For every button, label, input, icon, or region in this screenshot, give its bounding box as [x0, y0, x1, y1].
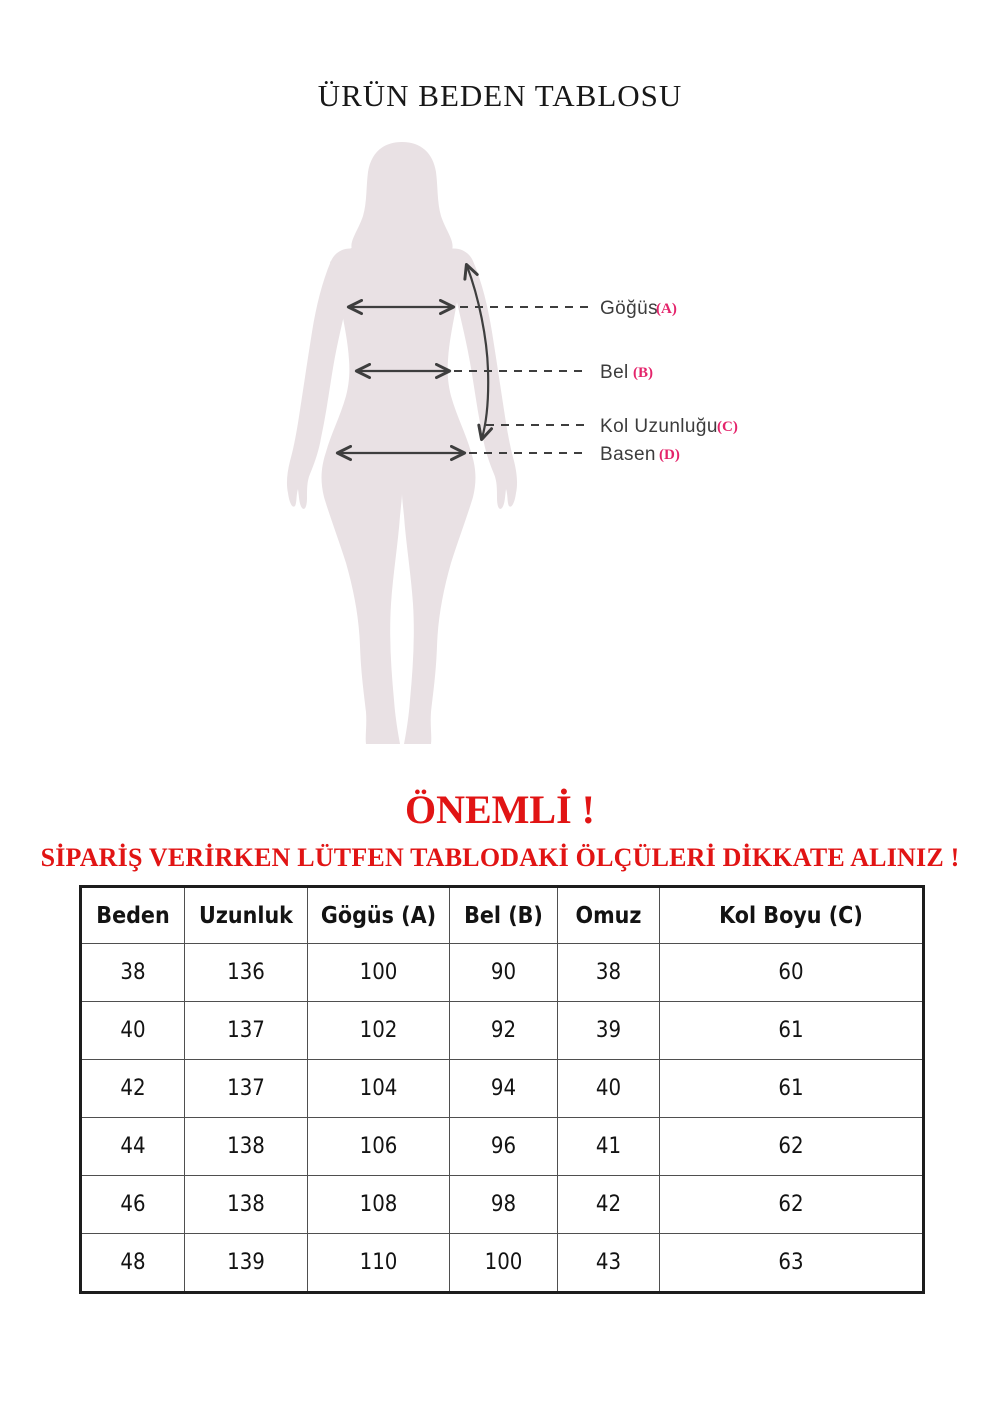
table-row	[81, 1002, 924, 1060]
table-cell: 46	[81, 1176, 185, 1234]
table-cell: 40	[81, 1002, 185, 1060]
table-cell: 94	[450, 1060, 558, 1118]
warning-heading: ÖNEMLİ !	[405, 787, 595, 832]
table-cell: 100	[450, 1234, 558, 1293]
arm-length-label-letter: (C)	[717, 419, 738, 435]
table-cell: 138	[185, 1176, 308, 1234]
table-cell: 106	[308, 1118, 450, 1176]
table-cell: 61	[660, 1060, 924, 1118]
table-cell: 92	[450, 1002, 558, 1060]
table-row	[81, 1060, 924, 1118]
table-cell: 136	[185, 944, 308, 1002]
header-kol-boyu: Kol Boyu (C)	[660, 887, 924, 944]
chest-label: Göğüs	[600, 298, 658, 319]
table-cell: 139	[185, 1234, 308, 1293]
table-cell: 110	[308, 1234, 450, 1293]
table-row	[81, 944, 924, 1002]
waist-label-letter: (B)	[633, 365, 653, 381]
table-row	[81, 1234, 924, 1293]
header-beden: Beden	[81, 887, 185, 944]
table-cell: 42	[558, 1176, 660, 1234]
table-cell: 48	[81, 1234, 185, 1293]
table-cell: 108	[308, 1176, 450, 1234]
table-cell: 104	[308, 1060, 450, 1118]
table-cell: 100	[308, 944, 450, 1002]
table-cell: 38	[558, 944, 660, 1002]
table-cell: 137	[185, 1002, 308, 1060]
table-cell: 102	[308, 1002, 450, 1060]
table-cell: 44	[81, 1118, 185, 1176]
arm-length-label: Kol Uzunluğu	[600, 416, 718, 437]
table-cell: 62	[660, 1176, 924, 1234]
chest-label-letter: (A)	[656, 301, 677, 317]
header-uzunluk: Uzunluk	[185, 887, 308, 944]
table-cell: 137	[185, 1060, 308, 1118]
header-bel: Bel (B)	[450, 887, 558, 944]
female-silhouette	[287, 142, 517, 744]
hip-label: Basen	[600, 444, 656, 465]
table-cell: 61	[660, 1002, 924, 1060]
table-cell: 60	[660, 944, 924, 1002]
table-cell: 39	[558, 1002, 660, 1060]
table-cell: 138	[185, 1118, 308, 1176]
table-cell: 38	[81, 944, 185, 1002]
table-cell: 42	[81, 1060, 185, 1118]
table-cell: 90	[450, 944, 558, 1002]
table-cell: 62	[660, 1118, 924, 1176]
table-header-row	[81, 887, 924, 944]
table-row	[81, 1176, 924, 1234]
header-omuz: Omuz	[558, 887, 660, 944]
table-cell: 96	[450, 1118, 558, 1176]
size-table	[79, 885, 925, 1294]
table-cell: 43	[558, 1234, 660, 1293]
hip-label-letter: (D)	[659, 447, 680, 463]
waist-label: Bel	[600, 362, 629, 383]
table-cell: 41	[558, 1118, 660, 1176]
table-row	[81, 1118, 924, 1176]
table-cell: 40	[558, 1060, 660, 1118]
header-gogus: Gögüs (A)	[308, 887, 450, 944]
warning-subheading: SİPARİŞ VERİRKEN LÜTFEN TABLODAKİ ÖLÇÜLERİ DİKKATE ALINIZ !	[40, 843, 960, 872]
silhouette-torso-legs	[322, 237, 476, 744]
table-cell: 63	[660, 1234, 924, 1293]
page-title: ÜRÜN BEDEN TABLOSU	[317, 78, 683, 113]
table-cell: 98	[450, 1176, 558, 1234]
